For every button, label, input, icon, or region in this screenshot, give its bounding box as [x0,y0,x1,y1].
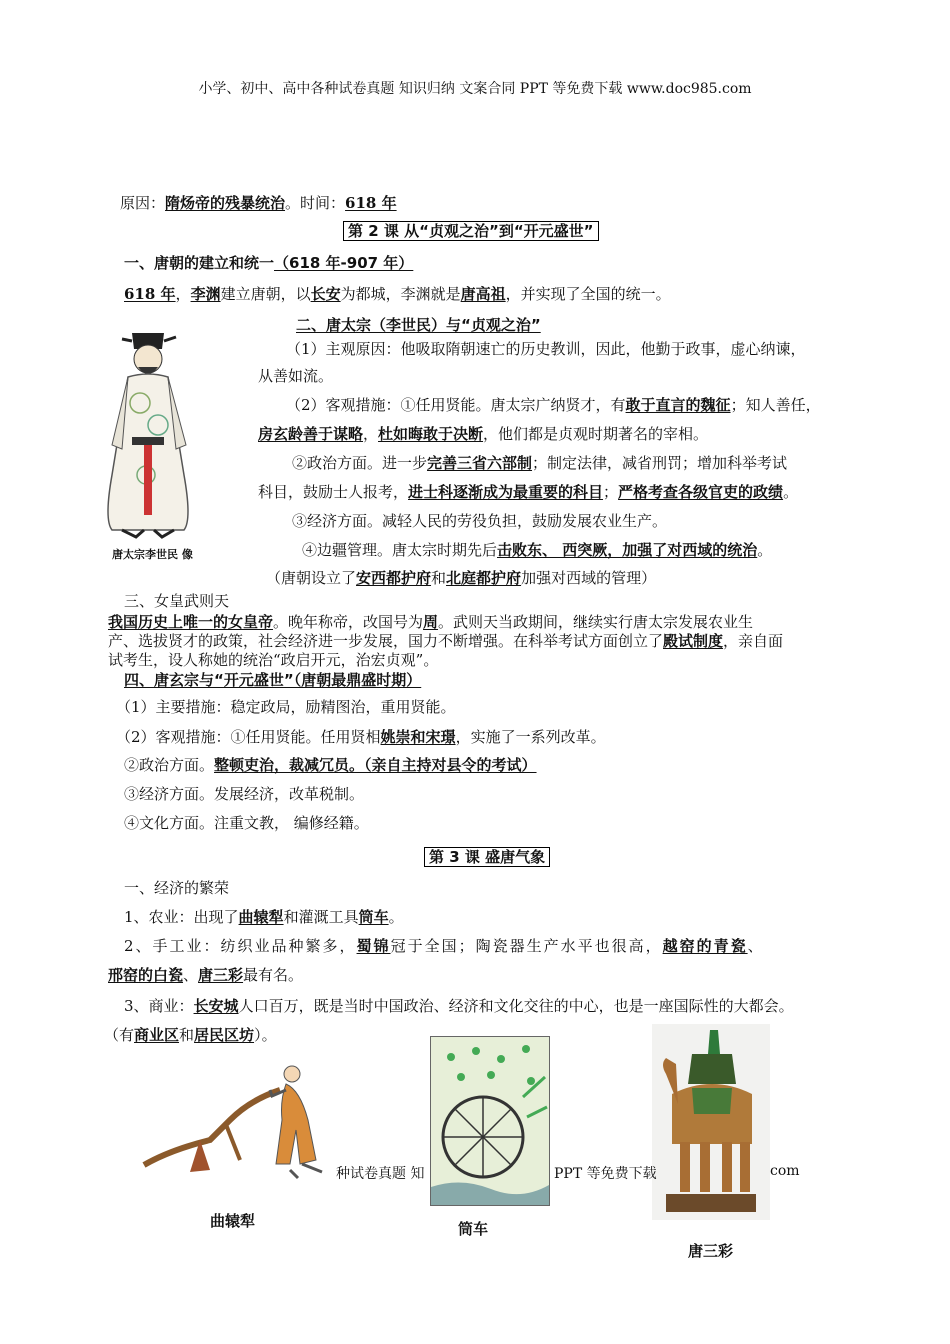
plow-illustration [140,1060,340,1180]
tri-color-camel-illustration [652,1024,770,1220]
cause-line: 原因：隋炀帝的残暴统治。时间：618 年 [120,194,397,212]
section1-heading: 一、唐朝的建立和统一（618 年-907 年） [124,254,414,272]
p4-line: ③经济方面。减轻人民的劳役负担，鼓励发展农业生产。 [292,512,668,530]
section2-heading: 二、唐太宗（李世民）与“贞观之治” [296,316,541,334]
x2-line: （2）客观措施：①任用贤能。任用贤相姚崇和宋璟，实施了一系列改革。 [116,728,606,746]
x5-line: ④文化方面。注重文教， 编修经籍。 [124,814,369,832]
camel-caption: 唐三彩 [688,1242,734,1260]
p3-line1: ②政治方面。进一步完善三省六部制；制定法律，减省刑罚；增加科举考试 [292,454,788,472]
p2-line2: 房玄龄善于谋略，杜如晦敢于决断，他们都是贞观时期著名的宰相。 [258,425,709,443]
wu-line1: 我国历史上唯一的女皇帝。晚年称帝，改国号为周。武则天当政期间，继续实行唐太宗发展农业生 [108,613,754,631]
p3-line2: 科目，鼓励士人报考，进士科逐渐成为最重要的科目；严格考查各级官吏的政绩。 [258,483,799,501]
plow-caption: 曲辕犁 [210,1212,256,1230]
x3-line: ②政治方面。整顿吏治，裁减冗员。（亲自主持对县令的考试） [124,756,537,774]
p1-line2: 从善如流。 [258,367,334,385]
e3-line: 3、商业：长安城人口百万，既是当时中国政治、经济和文化交往的中心，也是一座国际性的大都会。 [124,997,794,1015]
e1-line: 1、农业：出现了曲辕犁和灌溉工具筒车。 [124,908,404,926]
x1-line: （1）主要措施：稳定政局，励精图治，重用贤能。 [116,698,456,716]
p5-line: ④边疆管理。唐太宗时期先后击败东、 西突厥，加强了对西域的统治。 [302,541,773,559]
page-header: 小学、初中、高中各种试卷真题 知识归纳 文案合同 PPT 等免费下载 www.doc985.com [198,81,752,97]
lesson2-title: 第 2 课 从“贞观之治”到“开元盛世” [343,220,599,241]
section3-heading: 三、女皇武则天 [124,592,230,610]
wu-line3: 试考生，设人称她的统治“政启开元，治宏贞观”。 [108,651,439,669]
p6-line: （唐朝设立了安西都护府和北庭都护府加强对西域的管理） [266,569,657,587]
footer-fragment-right: com [770,1163,800,1179]
wu-line2: 产、选拔贤才的政策，社会经济进一步发展，国力不断增强。在科举考试方面创立了殿试制度，亲自面 [108,632,784,650]
e3b-line: （有商业区和居民区坊）。 [104,1026,277,1044]
section5-heading: 一、经济的繁荣 [124,879,230,897]
water-wheel-illustration [430,1036,550,1206]
portrait-caption: 唐太宗李世民 像 [112,548,193,561]
footer-fragment-left: 种试卷真题 知 [336,1166,425,1182]
e2-line: 2、手工业：纺织业品种繁多，蜀锦冠于全国；陶瓷器生产水平也很高，越窑的青瓷、 [124,937,765,955]
emperor-portrait [92,325,204,540]
p1-line1: （1）主观原因：他吸取隋朝速亡的历史教训，因此，他勤于政事，虚心纳谏， [286,340,806,358]
wheel-caption: 筒车 [458,1220,489,1238]
e2b-line: 邢窑的白瓷、唐三彩最有名。 [108,966,304,984]
x4-line: ③经济方面。发展经济，改革税制。 [124,785,365,803]
lesson3-title: 第 3 课 盛唐气象 [424,846,550,867]
footer-fragment-mid: PPT 等免费下载 [554,1166,657,1182]
section4-heading: 四、唐玄宗与“开元盛世”（唐朝最鼎盛时期） [124,671,422,689]
p2-line1: （2）客观措施：①任用贤能。唐太宗广纳贤才，有敢于直言的魏征；知人善任， [286,396,821,414]
tang-founding-line: 618 年，李渊建立唐朝，以长安为都城，李渊就是唐高祖，并实现了全国的统一。 [124,285,671,303]
